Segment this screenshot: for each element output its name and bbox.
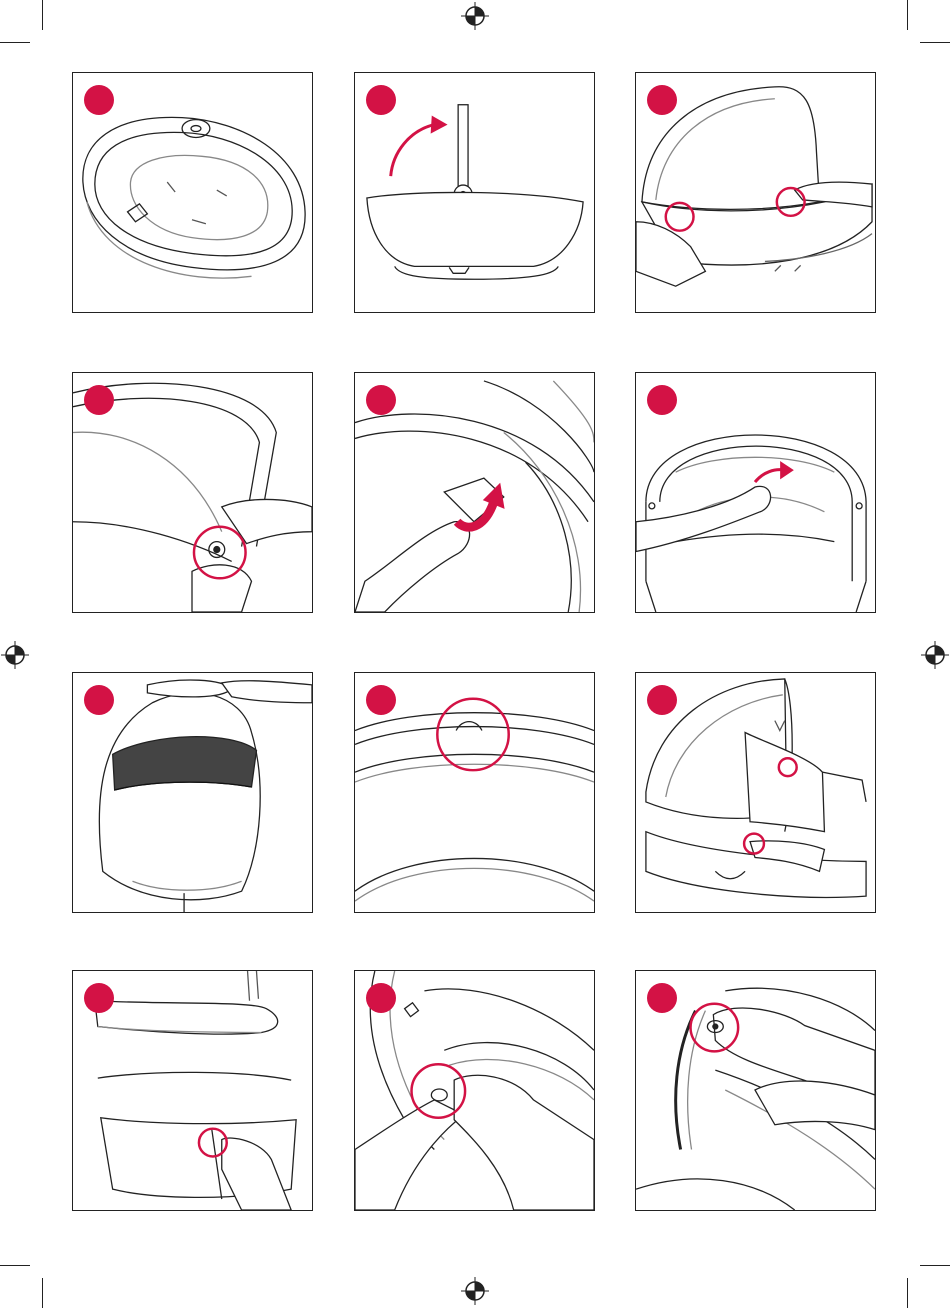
step-marker: [647, 983, 677, 1013]
crop-mark: [0, 42, 30, 43]
registration-mark: [0, 640, 30, 670]
step-panel-2: [354, 72, 595, 313]
step-panel-9: [635, 672, 876, 913]
step-marker: [647, 385, 677, 415]
crop-mark: [920, 1265, 950, 1266]
registration-mark: [920, 640, 950, 670]
step-panel-4: [72, 372, 313, 613]
step-marker: [366, 385, 396, 415]
step-panel-7: [72, 672, 313, 913]
step-marker: [84, 85, 114, 115]
step-marker: [84, 385, 114, 415]
step-panel-5: [354, 372, 595, 613]
registration-mark: [460, 1276, 490, 1306]
step-panel-10: [72, 970, 313, 1211]
step-panel-8: [354, 672, 595, 913]
crop-mark: [907, 0, 908, 30]
step-marker: [84, 685, 114, 715]
step-panel-12: [635, 970, 876, 1211]
registration-mark: [460, 1, 490, 31]
step-marker: [647, 85, 677, 115]
step-marker: [84, 983, 114, 1013]
crop-mark: [42, 0, 43, 30]
step-panel-11: [354, 970, 595, 1211]
crop-mark: [920, 42, 950, 43]
step-marker: [366, 983, 396, 1013]
step-panel-1: [72, 72, 313, 313]
crop-mark: [0, 1265, 30, 1266]
step-marker: [366, 85, 396, 115]
step-marker: [647, 685, 677, 715]
step-marker: [366, 685, 396, 715]
crop-mark: [907, 1278, 908, 1308]
step-panel-3: [635, 72, 876, 313]
crop-mark: [42, 1278, 43, 1308]
step-panel-6: [635, 372, 876, 613]
